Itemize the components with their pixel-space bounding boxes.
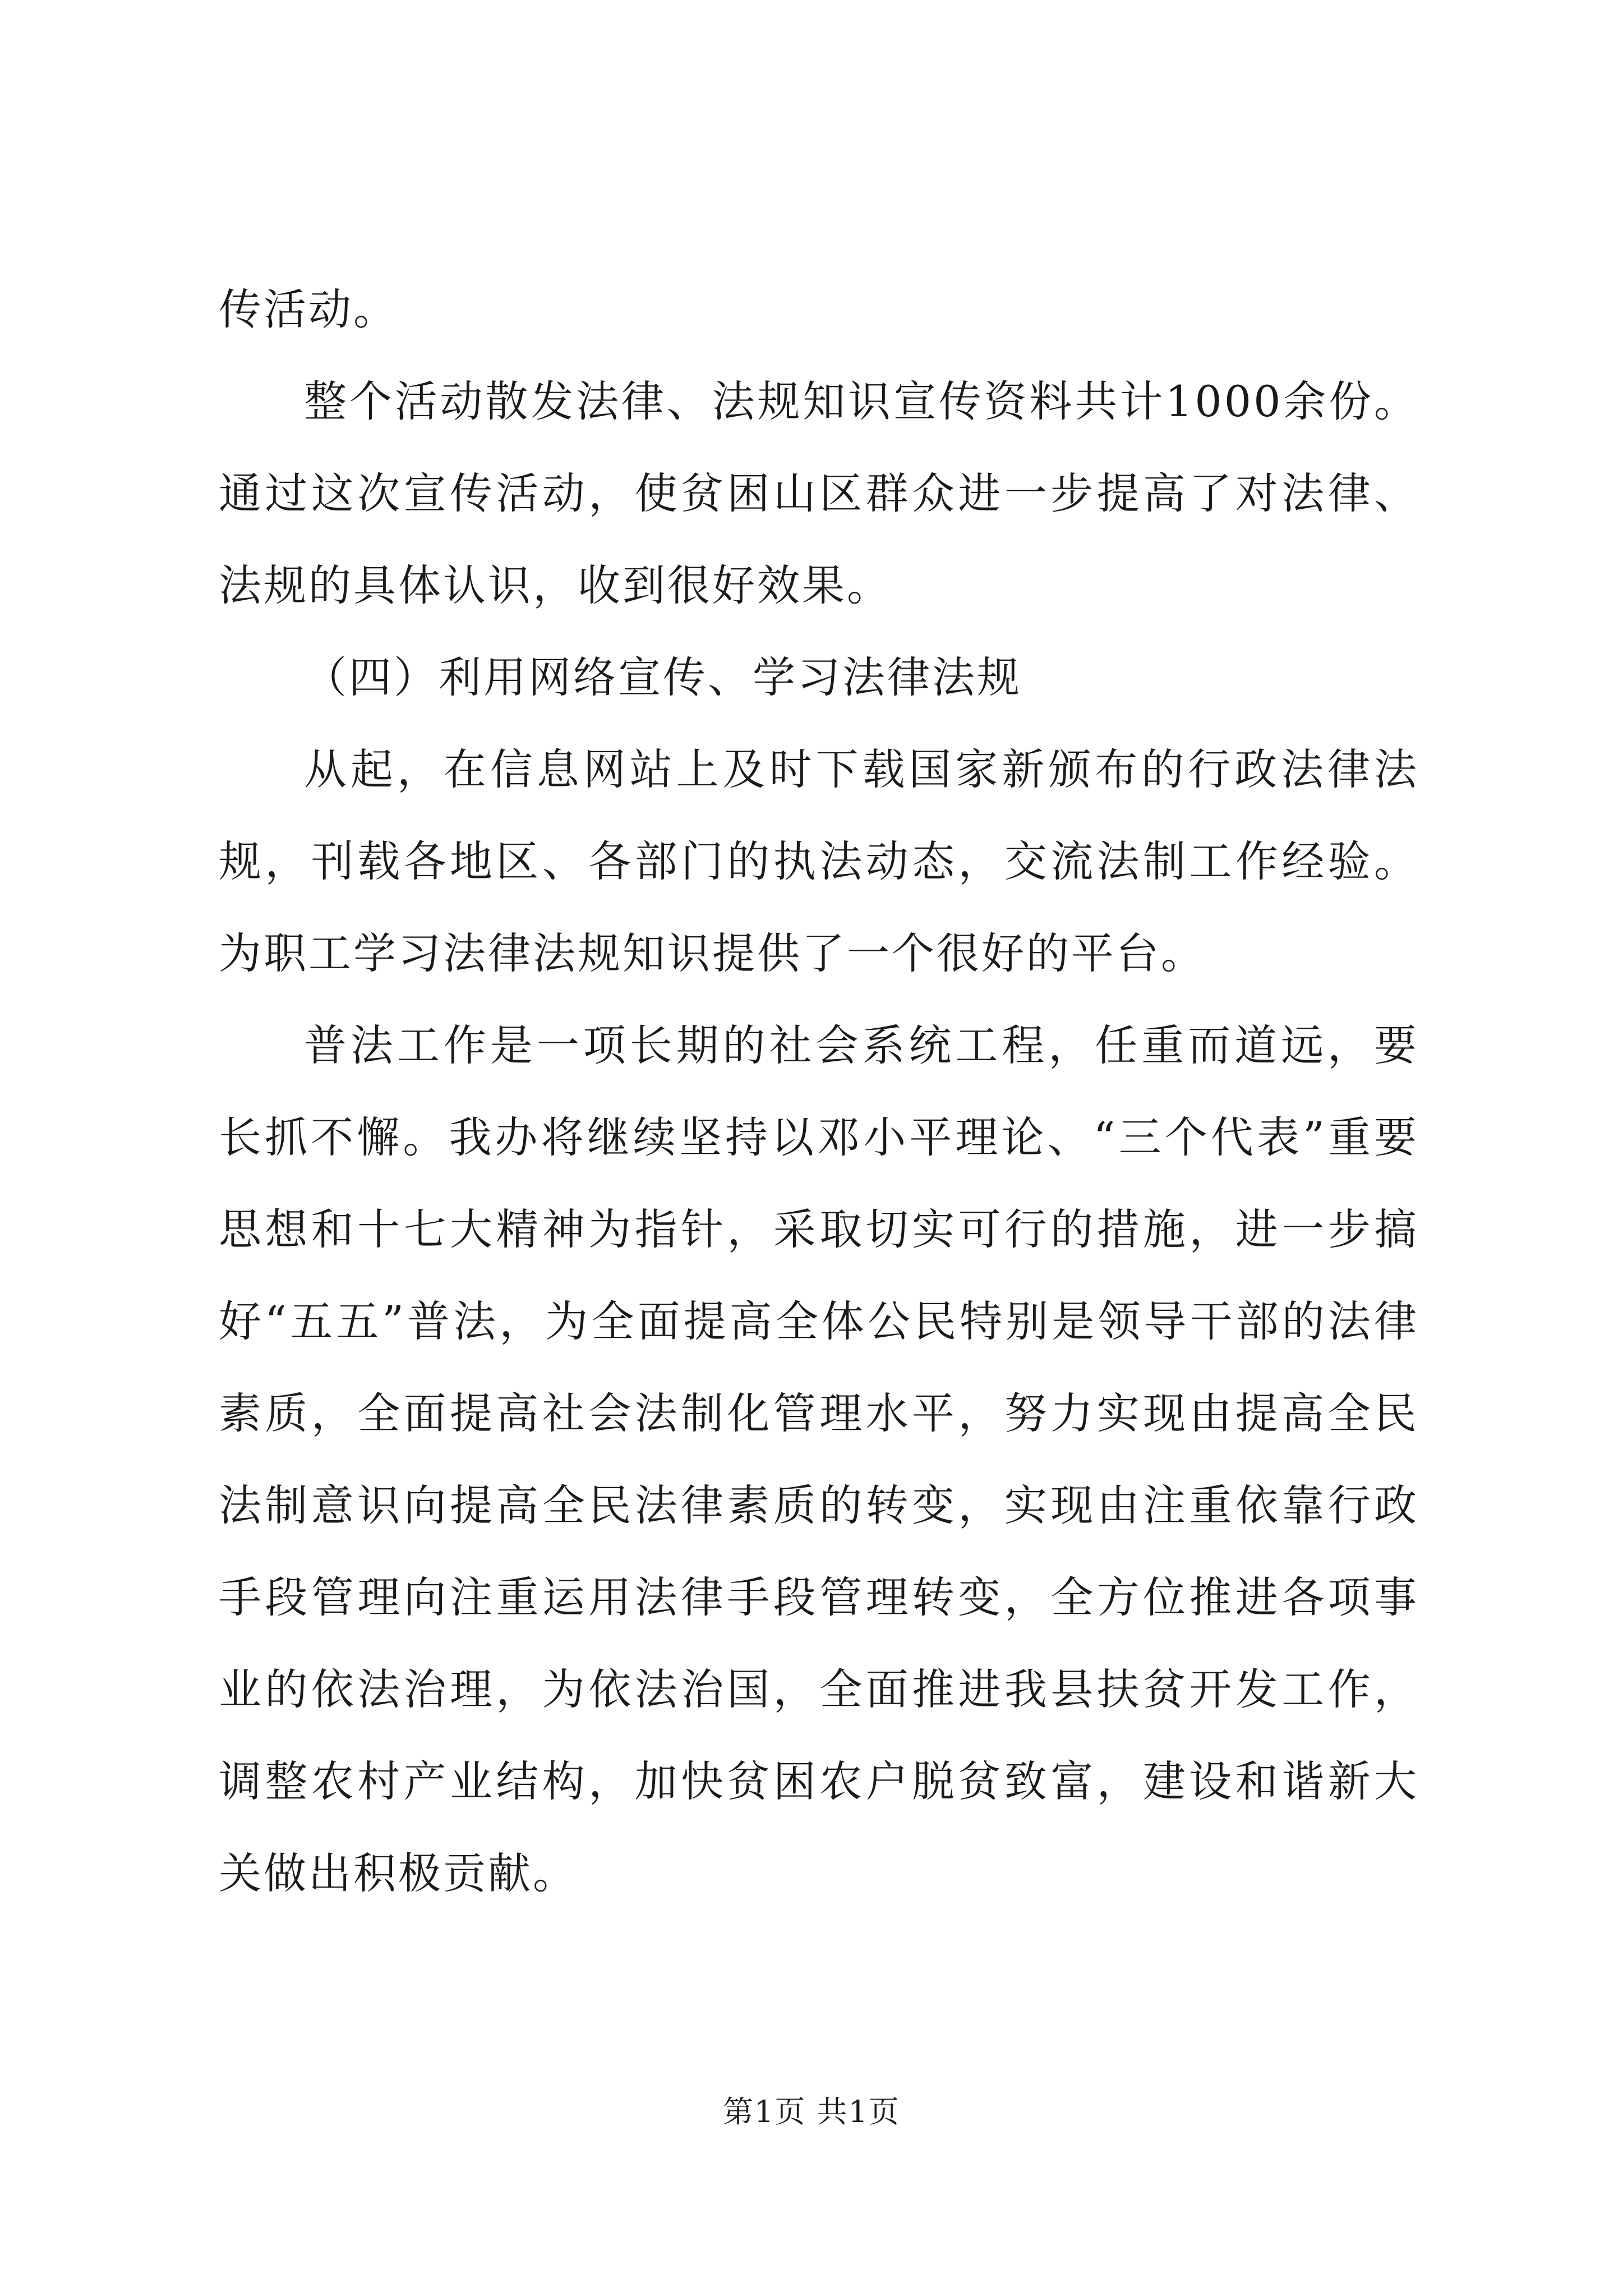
paragraph-network: 从起，在信息网站上及时下载国家新颁布的行政法律法规，刊载各地区、各部门的执法动态，交流法制工作经验。为职工学习法律法规知识提供了一个很好的平台。 [219, 744, 1419, 978]
page-footer: 第1页 共1页 [723, 2094, 900, 2129]
paragraph-distribution: 整个活动散发法律、法规知识宣传资料共计1000余份。通过这次宣传活动，使贫困山区群众进一步提高了对法律、法规的具体认识，收到很好效果。 [219, 376, 1419, 610]
paragraph-conclusion: 普法工作是一项长期的社会系统工程，任重而道远，要长抓不懈。我办将继续坚持以邓小平理论、“三个代表”重要思想和十七大精神为指针，采取切实可行的措施，进一步搞好“五五”普法，为全面提高全体公民特别是领导干部的法律素质，全面提高社会法制化管理水平，努力实现由提高全民法制意识向提高全民法律素质的转变，实现由注重依靠行政手段管理向注重运用法律手段管理转变，全方位推进各项事业的依法治理，为依法治国，全面推进我县扶贫开发工作，调整农村产业结构，加快贫困农户脱贫致富，建设和谐新大关做出积极贡献。 [219, 1020, 1419, 1898]
document-body [219, 264, 1419, 1920]
section-heading-4: （四）利用网络宣传、学习法律法规 [304, 652, 1022, 702]
paragraph-continuation: 传活动。 [219, 284, 398, 334]
